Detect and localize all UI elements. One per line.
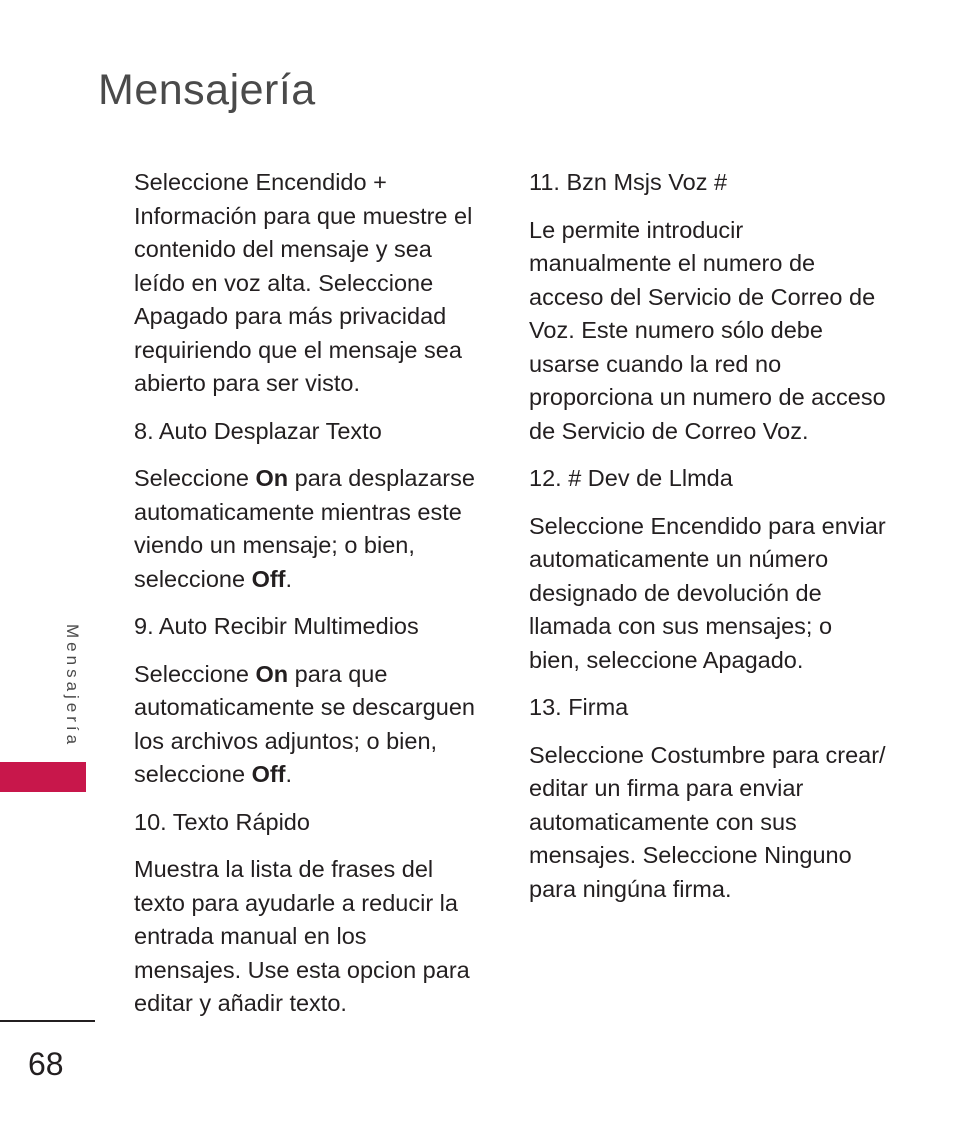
section-13-body: Seleccione Costumbre para crear/ editar un firma para enviar automaticamente con sus mensajes. Seleccione Ninguno para ningúna firma. [529, 741, 886, 902]
section-12-heading: 12. # Dev de Llmda [529, 465, 733, 491]
section-8-option-on: On [255, 465, 289, 491]
section-10-heading: 10. Texto Rápido [134, 808, 310, 835]
page-number: 68 [28, 1046, 64, 1082]
page-title: Mensajería [98, 66, 316, 114]
section-10-body: Muestra la lista de frases del texto para ayudarle a reducir la entrada manual en los mensajes. Use esta opcion para editar y añadir texto. [134, 856, 470, 1016]
footer-divider [0, 1020, 95, 1022]
section-9-heading: 9. Auto Recibir Multimedios [134, 613, 419, 639]
section-9-body [134, 658, 479, 792]
section-9-text-pre: Seleccione [134, 660, 256, 687]
section-11-heading: 11. Bzn Msjs Voz # [529, 169, 728, 195]
side-section-label: Mensajería [63, 624, 82, 749]
section-13-heading: 13. Firma [529, 694, 629, 720]
right-column [529, 166, 889, 920]
side-tab-marker [0, 762, 86, 792]
section-9-option-off: Off [251, 761, 286, 787]
section-9-option-on: On [255, 660, 289, 687]
section-11-body: Le permite introducir manualmente el numero de acceso del Servicio de Correo de Voz. Este numero sólo debe usarse cuando la red no proporciona un numero de acceso de Servicio de Correo Voz. [529, 216, 886, 444]
section-8-body [134, 462, 479, 596]
left-column [134, 166, 479, 1035]
section-8-text-post: . [285, 565, 293, 592]
section-8-text-pre: Seleccione [134, 465, 256, 491]
intro-paragraph: Seleccione Encendido + Información para que muestre el contenido del mensaje y sea leído en voz alta. Seleccione Apagado para más privacidad requiriendo que el mensaje sea abierto para ser visto. [134, 169, 473, 396]
section-9-text-mid: para que automaticamente se descarguen los archivos adjuntos; o bien, seleccione [134, 660, 475, 787]
section-8-option-off: Off [251, 565, 286, 592]
section-12-body: Seleccione Encendido para enviar automaticamente un número designado de devolución de llamada con sus mensajes; o bien, seleccione Apagado. [529, 512, 886, 673]
section-8-heading: 8. Auto Desplazar Texto [134, 417, 382, 444]
section-8-text-mid: para desplazarse automaticamente mientras este viendo un mensaje; o bien, seleccione [134, 465, 475, 592]
section-9-text-post: . [285, 761, 293, 787]
